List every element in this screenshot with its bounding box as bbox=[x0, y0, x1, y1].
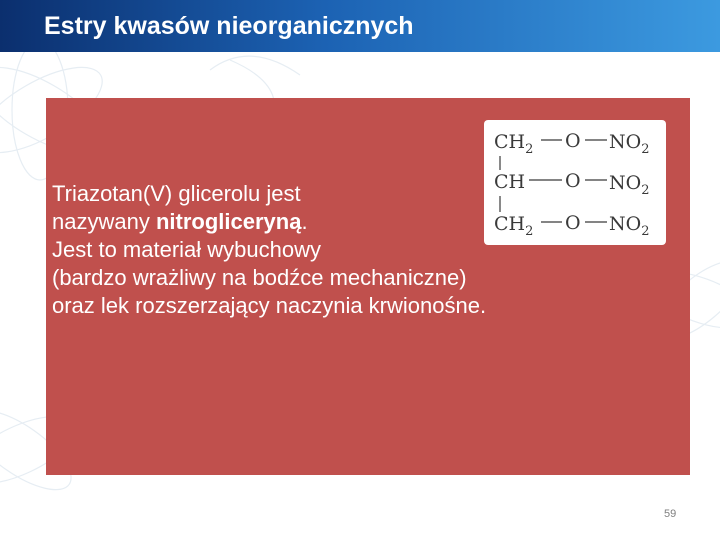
formula-row3-link: O bbox=[565, 212, 581, 234]
body-line-4: (bardzo wrażliwy na bodźce mechaniczne) bbox=[52, 265, 467, 290]
formula-row2-end: NO bbox=[609, 172, 642, 194]
formula-row1-link: O bbox=[565, 130, 581, 152]
body-line-2-prefix: nazywany bbox=[52, 209, 156, 234]
body-line-2 bbox=[52, 208, 652, 236]
title-bar bbox=[0, 0, 720, 52]
formula-row3-end: NO bbox=[609, 213, 642, 235]
body-line-5: oraz lek rozszerzający naczynia krwionośne. bbox=[52, 293, 487, 318]
svg-text:NO2 bbox=[609, 131, 649, 157]
formula-row3-group: CH bbox=[494, 213, 526, 235]
formula-row3-sub: 2 bbox=[525, 224, 534, 239]
body-text bbox=[52, 180, 652, 320]
formula-row1-end: NO bbox=[609, 131, 642, 153]
formula-row2-group: CH bbox=[494, 171, 526, 193]
body-line-2-bold-term: nitrogliceryną bbox=[155, 209, 302, 234]
svg-text:CH2 bbox=[494, 131, 533, 157]
body-line-3: Jest to materiał wybuchowy bbox=[52, 237, 321, 262]
formula-row1-group: CH bbox=[494, 131, 526, 153]
formula-row1-end-sub: 2 bbox=[641, 142, 650, 157]
formula-row2-link: O bbox=[565, 170, 581, 192]
formula-row3-end-sub: 2 bbox=[641, 224, 650, 239]
formula-row1-sub: 2 bbox=[525, 142, 534, 157]
body-line-2-suffix: . bbox=[301, 209, 308, 234]
page-number: 59 bbox=[664, 508, 677, 520]
formula-row2-end-sub: 2 bbox=[641, 183, 650, 198]
body-line-1: Triazotan(V) glicerolu jest bbox=[52, 181, 301, 206]
slide-title: Estry kwasów nieorganicznych bbox=[44, 12, 414, 40]
